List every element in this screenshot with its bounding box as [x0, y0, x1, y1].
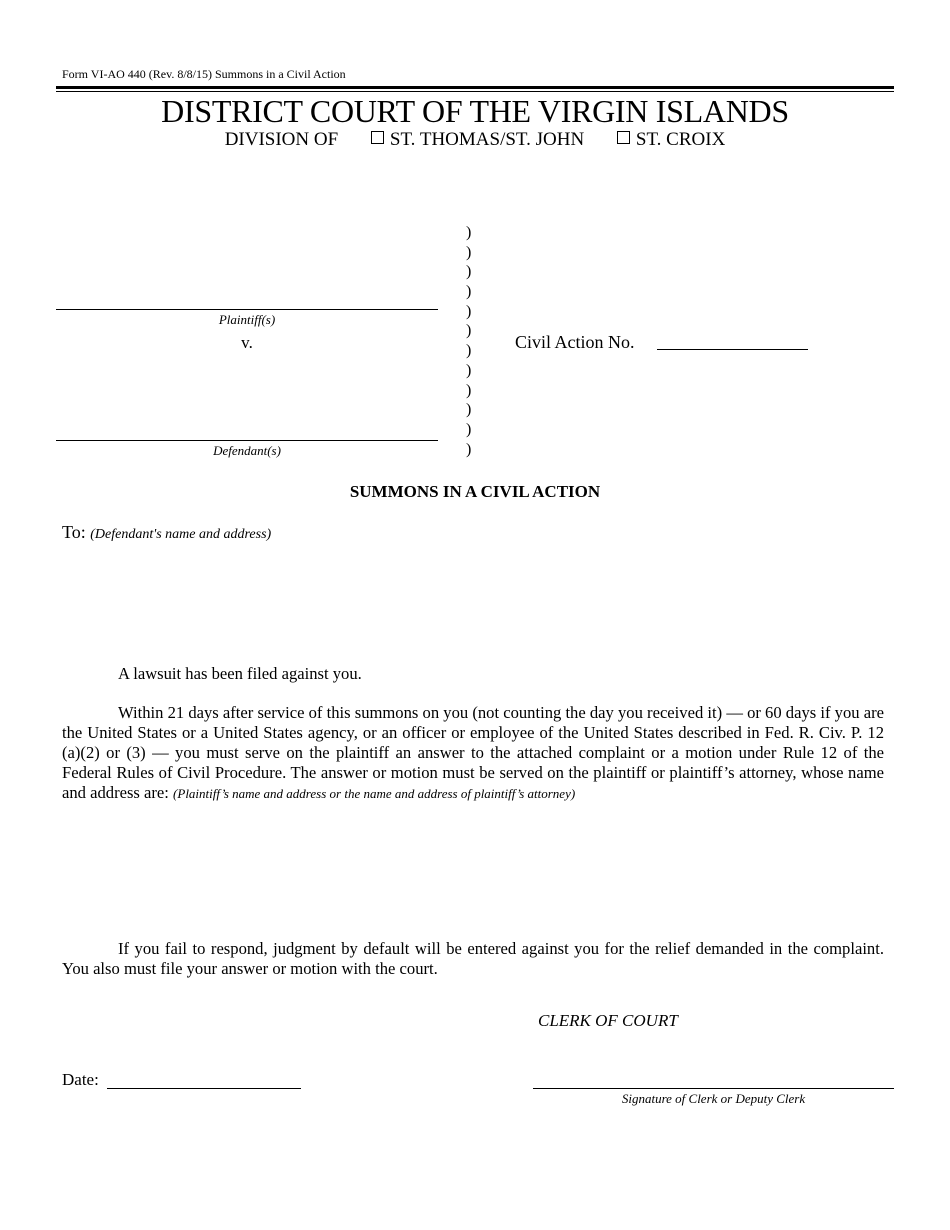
summons-heading: SUMMONS IN A CIVIL ACTION	[349, 482, 601, 501]
clerk-signature-caption: Signature of Clerk or Deputy Clerk	[621, 1091, 806, 1106]
paragraph-text: If you fail to respond, judgment by default will be entered against you for the relief demanded in the complaint. You also must file your answer or motion with the court.	[62, 939, 884, 978]
division-option-st-croix[interactable]	[617, 128, 725, 151]
caption-paren: )	[466, 224, 472, 241]
civil-action-label: Civil Action No.	[515, 332, 635, 352]
checkbox-st-thomas[interactable]	[371, 131, 384, 144]
caption-paren: )	[466, 263, 472, 281]
caption-paren: )	[466, 381, 472, 399]
caption-paren: )	[466, 361, 472, 379]
clerk-of-court-label: CLERK OF COURT	[538, 1011, 678, 1030]
date-label: Date:	[62, 1070, 99, 1089]
caption-paren: )	[466, 401, 472, 419]
paragraph-response-deadline	[62, 703, 884, 804]
paragraph-lawsuit-filed	[62, 664, 884, 684]
paragraph-default-judgment	[62, 939, 884, 979]
caption-paren: )	[466, 283, 472, 301]
caption-paren: )	[466, 243, 472, 261]
division-row	[0, 128, 950, 151]
date-line[interactable]	[107, 1088, 301, 1089]
caption-paren: )	[466, 342, 472, 360]
defendant-label: Defendant(s)	[213, 443, 281, 458]
paragraph-text: Within 21 days after service of this summons on you (not counting the day you received it) — or 60 days if you are the United States or a United States agency, or an officer or employee of the United States described in Fed. R. Civ. P. 12 (a)(2) or (3) — you must serve on the plaintiff an answer to the attached complaint or a motion under Rule 12 of the Federal Rules of Civil Procedure. The answer or motion must be served on the plaintiff or plaintiff’s attorney, whose name and address are:	[62, 703, 884, 802]
checkbox-st-croix[interactable]	[617, 131, 630, 144]
caption-paren: )	[466, 440, 472, 458]
division-label: DIVISION OF	[224, 128, 339, 150]
caption-paren: )	[466, 420, 472, 438]
defendant-name-line[interactable]	[56, 440, 438, 441]
paragraph-text: A lawsuit has been filed against you.	[118, 664, 362, 683]
plaintiff-address-hint: (Plaintiff’s name and address or the name and address of plaintiff’s attorney)	[173, 786, 576, 801]
versus-text: v.	[241, 333, 253, 352]
division-option-st-thomas[interactable]	[371, 128, 584, 151]
court-title: DISTRICT COURT OF THE VIRGIN ISLANDS	[161, 93, 789, 129]
to-row	[62, 522, 271, 543]
clerk-signature-line[interactable]	[533, 1088, 894, 1089]
plaintiff-name-line[interactable]	[56, 309, 438, 310]
caption-paren: )	[466, 302, 472, 320]
division-option-label: ST. THOMAS/ST. JOHN	[389, 128, 585, 150]
header-rule-thin	[56, 91, 894, 92]
to-label: To:	[62, 522, 86, 542]
defendant-address-hint: (Defendant's name and address)	[90, 527, 272, 542]
division-option-label: ST. CROIX	[635, 128, 726, 150]
civil-action-number-line[interactable]	[657, 349, 808, 350]
form-identifier: Form VI-AO 440 (Rev. 8/8/15) Summons in a Civil Action	[62, 67, 346, 81]
header-rule-thick	[56, 86, 894, 89]
plaintiff-label: Plaintiff(s)	[218, 312, 276, 327]
caption-paren: )	[466, 322, 472, 340]
caption-paren-column	[466, 223, 486, 459]
